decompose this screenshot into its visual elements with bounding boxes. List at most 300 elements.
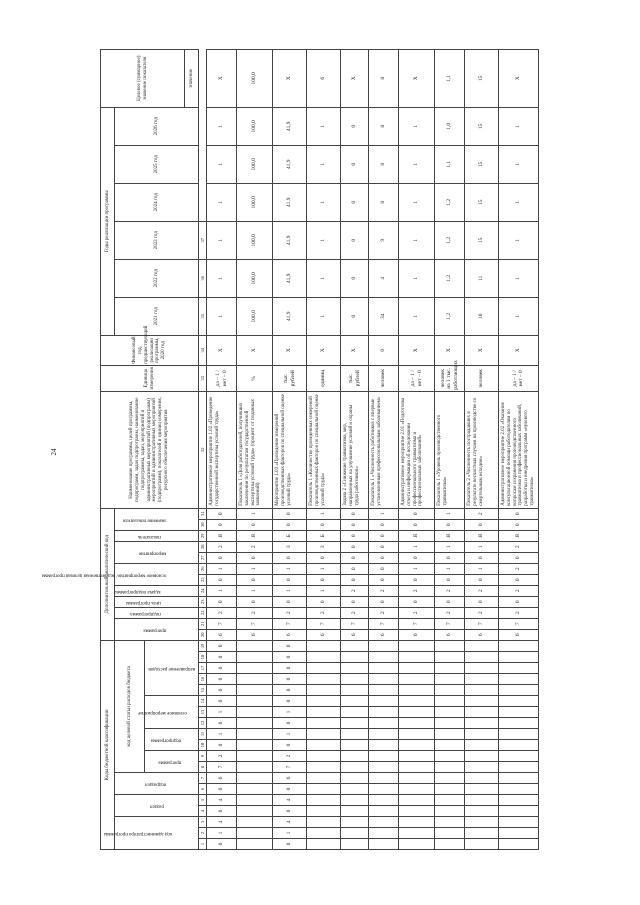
code-digit: 4 [207,795,237,806]
code-digit: 1 [207,828,237,839]
code-digit [341,839,369,850]
section-header [115,795,199,817]
row-unit: единиц [307,365,341,391]
code-digit [435,795,465,806]
code-digit: 0 [399,574,435,585]
row-year-value-5: 1,1 [435,145,465,183]
row-year-value-4: 1 [399,183,435,221]
code-digit: 7 [207,762,237,773]
row-year-value-3: 1 [307,221,341,259]
code-digit: 6 [499,629,539,640]
code-digit [237,817,273,828]
column-number-9: 9 [199,751,207,762]
code-digit [369,806,399,817]
row-name: Задача 2 «Снижение травматизма, мер, направленных на улучшение условий и охраны труда работников» [341,391,369,508]
code-digit [435,707,465,718]
code-digit [465,773,499,784]
code-digit [369,652,399,663]
code-digit: 1 [435,563,465,574]
ind-event-header [115,541,199,563]
code-digit [237,652,273,663]
year-header-1: 2021 год [115,297,199,335]
code-digit [341,806,369,817]
code-digit: 0 [207,784,237,795]
row-target-value: 100,0 [237,49,273,107]
row-year-value-3: 100,0 [237,221,273,259]
row-year-value-6: 1 [399,107,435,145]
code-digit: 7 [207,618,237,629]
row-year-value-4: 8 [369,183,399,221]
code-digit: 1 [435,541,465,552]
code-digit: 2 [435,607,465,618]
table-row-1 [207,49,237,849]
row-year-value-5: 1 [499,145,539,183]
ind-task-header [115,585,199,596]
code-digit [369,685,399,696]
code-digit: 0 [273,740,307,751]
code-digit: 0 [399,508,435,519]
code-digit: 0 [307,574,341,585]
code-digit: 0 [341,574,369,585]
code-digit [465,817,499,828]
column-number-1: 1 [199,839,207,850]
fin-year-column-header: Финансовый год, предшествующий реализации программы, 2020 год [101,335,199,365]
code-digit [369,751,399,762]
code-digit: 7 [341,618,369,629]
code-digit [307,762,341,773]
budget-classification-header: Коды бюджетной классификации [101,640,115,849]
code-digit [341,817,369,828]
row-year-value-5: 8 [369,145,399,183]
code-digit [341,729,369,740]
code-digit [435,784,465,795]
section-header-text: раздел [149,803,164,809]
code-digit [435,652,465,663]
code-digit [499,751,539,762]
code-digit: 1 [307,585,341,596]
row-year-value-2: 1 [207,259,237,297]
code-digit: 7 [273,762,307,773]
code-digit [341,718,369,729]
ind-event-header-text: мероприятие [138,550,166,556]
row-fin-year-value: Х [207,335,237,365]
code-digit [369,817,399,828]
code-digit: 0 [465,519,499,530]
code-digit: 0 [273,663,307,674]
row-name: Административное мероприятие 1.02 «Проведение государственной экспертизы условий труда» [207,391,237,508]
code-digit: 2 [399,607,435,618]
row-year-value-5: 1 [399,145,435,183]
row-year-value-2: 0 [341,259,369,297]
code-digit: 0 [435,519,465,530]
code-digit [399,729,435,740]
unit-column-header: Единица измерения [101,365,199,391]
code-digit [399,740,435,751]
code-digit [465,839,499,850]
code-digit: 7 [237,618,273,629]
column-number-27: 27 [199,552,207,563]
code-digit: 0 [341,519,369,530]
code-digit: 0 [273,596,307,607]
code-digit [341,762,369,773]
row-year-value-4: 1 [307,183,341,221]
row-year-value-6: 100,0 [237,107,273,145]
code-digit [435,718,465,729]
row-year-value-1: 1,2 [435,297,465,335]
rotated-sheet [41,50,535,850]
code-digit [499,718,539,729]
ind-goal-header-text: цель программы [125,599,161,605]
code-digit [435,685,465,696]
code-digit: 0 [273,839,307,850]
program-header-text: программа [158,759,181,765]
code-digit [435,806,465,817]
code-digit: 2 [499,541,539,552]
code-digit: 2 [341,607,369,618]
code-digit: Я [207,530,237,541]
code-digit: 2 [369,585,399,596]
code-digit [465,707,499,718]
code-digit [499,696,539,707]
code-digit: 0 [307,596,341,607]
code-digit [435,773,465,784]
code-digit [369,740,399,751]
subsection-header-text: подраздел [144,781,166,787]
code-digit [435,828,465,839]
code-digit: 7 [307,618,341,629]
code-digit [499,817,539,828]
column-number-17: 17 [199,663,207,674]
ind-goal-header [115,596,199,607]
row-year-value-6: 0 [341,107,369,145]
table-row-10 [499,49,539,849]
code-digit [399,773,435,784]
code-digit [369,828,399,839]
code-digit [465,729,499,740]
row-year-value-2: 4 [369,259,399,297]
column-number-3: 3 [199,817,207,828]
code-digit [237,806,273,817]
code-digit [465,696,499,707]
code-digit: 1 [369,508,399,519]
column-number-13: 13 [199,707,207,718]
code-digit [307,740,341,751]
code-digit [435,817,465,828]
row-name: Показатель 1 «Уровень производственного травматизма» [435,391,465,508]
table-row-6 [369,49,399,849]
code-digit [341,795,369,806]
code-digit [435,663,465,674]
code-digit [237,707,273,718]
ind-subprogram-header-text: подпрограмма [129,610,161,616]
code-digit: 0 [207,663,237,674]
row-unit: человек на 1 тыс. работающих [435,365,465,391]
code-digit [237,663,273,674]
code-digit [237,839,273,850]
code-digit: 1 [399,563,435,574]
row-unit: человек [369,365,399,391]
row-name: Показатель 1 «Доля работодателей, получивших заключения по результатам государственной экспертизы условий труда» (процент от поданных заявлений) [237,391,273,508]
name-column-header: Наименование программы, целей программы, подпрограмм, задач подпрограмм, наименование подпрограммы, задач, мероприятий и административных мероприятий (подпрограмм) мероприятий и административных мероприятий (подпрограмм), показателей и единиц измерения, ресурсного обеспечения мероприятия [101,391,199,508]
target-article-header: код целевой статьи расходов бюджета [115,640,145,772]
row-target-value: Х [399,49,435,107]
code-digit: 0 [207,685,237,696]
code-digit: 0 [369,519,399,530]
ind-main-event-header [41,563,199,585]
code-digit: 6 [207,629,237,640]
code-digit [341,674,369,685]
code-digit: 0 [499,596,539,607]
column-number-22: 22 [199,607,207,618]
code-digit: 2 [207,751,237,762]
code-digit [307,828,341,839]
code-digit: 0 [307,552,341,563]
code-digit [369,718,399,729]
code-digit: 2 [207,607,237,618]
code-digit: 1 [207,729,237,740]
column-number-10: 10 [199,740,207,751]
subsection-header [115,773,199,795]
code-digit: 0 [435,596,465,607]
code-digit [237,828,273,839]
row-year-value-3: 1 [399,221,435,259]
row-fin-year-value: Х [237,335,273,365]
row-year-value-4: 1 [499,183,539,221]
row-name: Показатель 2 «Численность пострадавших в результате несчастных случаев на производстве со смертельным исходом» [465,391,499,508]
code-digit [465,795,499,806]
code-digit [369,663,399,674]
code-digit [369,773,399,784]
row-year-value-4: 0 [341,183,369,221]
code-digit: 0 [237,552,273,563]
row-target-value: Х [273,49,307,107]
code-digit [399,674,435,685]
code-digit: 0 [465,552,499,563]
column-number-26: 26 [199,563,207,574]
code-digit [465,762,499,773]
row-year-value-3: 1 [207,221,237,259]
code-digit: 7 [465,618,499,629]
code-digit: Я [237,530,273,541]
code-digit: 1 [237,563,273,574]
row-year-value-1: 1 [499,297,539,335]
code-digit: 0 [273,784,307,795]
row-unit: да – 1 / нет – 0 [399,365,435,391]
row-year-value-1: 34 [369,297,399,335]
code-digit [307,696,341,707]
code-digit: 6 [273,773,307,784]
row-fin-year-value: 0 [369,335,399,365]
row-fin-year-value: Х [499,335,539,365]
code-digit: 0 [399,596,435,607]
row-year-value-5: 1 [207,145,237,183]
code-digit: 1 [307,508,341,519]
column-number-25: 25 [199,574,207,585]
code-digit: 0 [341,541,369,552]
code-digit [307,640,341,651]
column-number-24: 24 [199,585,207,596]
code-digit [307,718,341,729]
column-number-16: 16 [199,674,207,685]
code-digit: 1 [399,541,435,552]
code-digit: 0 [273,674,307,685]
code-digit [399,663,435,674]
code-digit [399,784,435,795]
code-digit: 0 [207,519,237,530]
row-unit: тыс. рублей [341,365,369,391]
code-digit: 6 [273,629,307,640]
code-digit: 3 [273,541,307,552]
code-digit [341,696,369,707]
code-digit [369,696,399,707]
code-digit: 1 [207,563,237,574]
code-digit [435,696,465,707]
code-digit [237,773,273,784]
ind-value-header [115,508,199,530]
row-year-value-2: 11 [465,259,499,297]
main-event-header-text: основное мероприятие [137,709,187,715]
column-number-35: 35 [199,297,207,335]
code-digit [369,795,399,806]
code-digit [341,740,369,751]
code-digit [237,762,273,773]
row-year-value-5: 0 [341,145,369,183]
code-digit: 0 [207,806,237,817]
column-number-20: 20 [199,629,207,640]
code-digit: Я [399,530,435,541]
code-digit [341,707,369,718]
row-fin-year-value: Х [273,335,307,365]
column-number-32: 32 [199,391,207,508]
year-header-5: 2025 год [115,145,199,183]
code-digit: 0 [341,563,369,574]
subprogram-header [145,729,199,751]
code-digit [341,652,369,663]
code-digit [399,696,435,707]
column-number-11: 11 [199,729,207,740]
code-digit [341,784,369,795]
code-digit: 0 [207,718,237,729]
program-header [145,751,199,773]
code-digit: 7 [369,618,399,629]
code-digit: 0 [273,806,307,817]
code-digit: 2 [237,607,273,618]
code-digit: 7 [273,618,307,629]
code-digit: 0 [435,552,465,563]
code-digit: 0 [435,574,465,585]
code-digit: 1 [237,585,273,596]
column-number-28: 28 [199,541,207,552]
column-number-37: 37 [199,221,207,259]
code-digit: 1 [273,707,307,718]
code-digit: 1 [207,707,237,718]
code-digit [369,839,399,850]
code-digit: 0 [273,685,307,696]
target-value-header: Целевое (суммарное) значение показателя [101,49,185,107]
column-number-12: 12 [199,718,207,729]
code-digit: 1 [273,729,307,740]
row-fin-year-value: Х [399,335,435,365]
code-digit: 0 [369,596,399,607]
code-digit: 0 [465,574,499,585]
row-target-value: Х [499,49,539,107]
code-digit [341,640,369,651]
code-digit: 2 [499,585,539,596]
code-digit: 0 [369,552,399,563]
row-year-value-5: 100,0 [237,145,273,183]
row-target-value: Х [341,49,369,107]
code-digit [307,707,341,718]
column-number-23: 23 [199,596,207,607]
code-digit: 0 [273,718,307,729]
code-digit: 1 [273,828,307,839]
code-digit: 7 [399,618,435,629]
row-target-value: 1,1 [435,49,465,107]
table-row-5 [341,49,369,849]
code-digit: Я [499,530,539,541]
row-year-value-4: 100,0 [237,183,273,221]
code-digit: 6 [435,629,465,640]
code-digit: 2 [435,585,465,596]
code-digit: 0 [273,696,307,707]
row-year-value-1: 0 [341,297,369,335]
code-digit: 0 [207,839,237,850]
code-digit [237,740,273,751]
code-digit [399,718,435,729]
column-number-8: 8 [199,762,207,773]
code-digit [399,751,435,762]
row-year-value-4: 15 [465,183,499,221]
code-digit [307,652,341,663]
code-digit: 2 [307,607,341,618]
row-year-value-5: 15 [465,145,499,183]
code-digit: 0 [207,596,237,607]
year-header-4: 2024 год [115,183,199,221]
code-digit: 0 [207,574,237,585]
code-digit: 0 [399,552,435,563]
code-digit [465,663,499,674]
code-digit [499,740,539,751]
code-digit [307,839,341,850]
code-digit [341,751,369,762]
row-year-value-2: 1 [499,259,539,297]
code-digit [499,773,539,784]
program-admin-code-header-text: код администратора программы [103,830,172,836]
ind-subprogram-header [115,607,199,618]
code-digit: Б [307,530,341,541]
code-digit [435,751,465,762]
code-digit [465,685,499,696]
code-digit: 6 [399,629,435,640]
code-digit [307,806,341,817]
column-number-21: 21 [199,618,207,629]
code-digit: 7 [435,618,465,629]
row-year-value-4: 1,2 [435,183,465,221]
row-year-value-6: 1 [307,107,341,145]
code-digit [499,839,539,850]
code-digit [237,729,273,740]
code-digit [465,784,499,795]
row-year-value-2: 41,9 [273,259,307,297]
code-digit [399,795,435,806]
column-number-row [199,49,207,849]
code-digit: 0 [307,519,341,530]
row-name: Административное мероприятие 2.01 «Подготовка отчета и информации об исследовании профессионального травматизма и профессиональных заболеваний» [399,391,435,508]
row-name: Показатель 1 «Количество проведенных измерений производственных факторов по специальной оценке условий труда» [307,391,341,508]
code-digit [465,740,499,751]
table-row-8 [435,49,465,849]
code-digit: 1 [273,563,307,574]
